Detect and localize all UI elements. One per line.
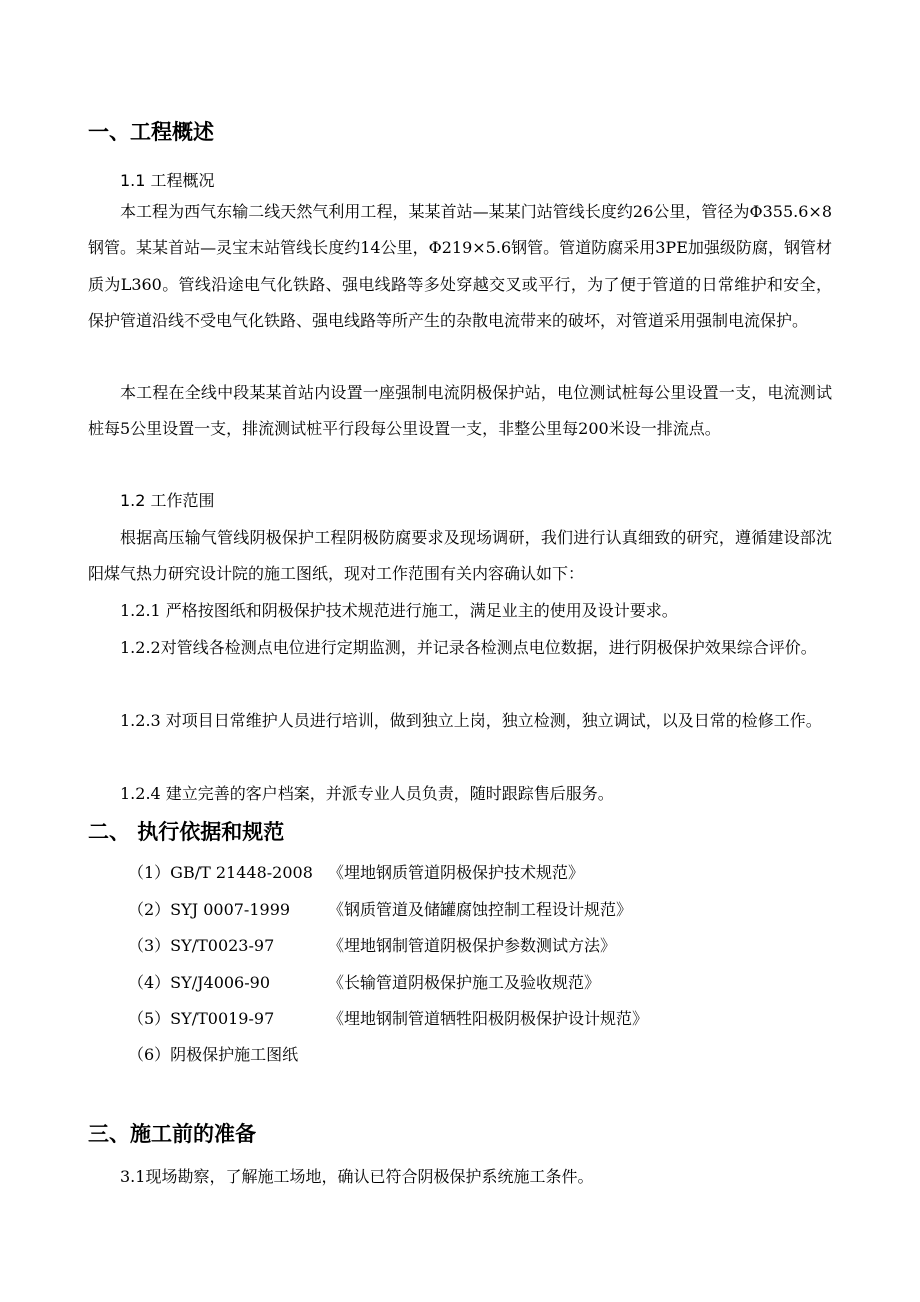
work-scope-item-3: 1.2.3 对项目日常维护人员进行培训，做到独立上岗，独立检测，独立调试，以及日常的检修工作。 [120,711,822,730]
standard-code: （2）SYJ 0007-1999 [128,900,291,919]
standard-title: 《长输管道阴极保护施工及验收规范》 [328,973,601,992]
subsection-1-1-heading: 1.1 工程概况 [120,171,215,190]
standard-code: （3）SY/T0023-97 [128,936,275,955]
standard-code: （1）GB/T 21448-2008 [128,863,313,882]
work-scope-intro-paragraph: 根据高压输气管线阴极保护工程阴极防腐要求及现场调研，我们进行认真细致的研究，遵循建设部沈阳煤气热力研究设计院的施工图纸，现对工作范围有关内容确认如下： [88,528,832,584]
standard-reference-5 [128,1007,648,1031]
standard-reference-4 [128,971,600,995]
standard-title: 《埋地钢质管道阴极保护技术规范》 [328,863,585,882]
subsection-1-2-heading: 1.2 工作范围 [120,491,215,510]
standard-code: （5）SY/T0019-97 [128,1009,275,1028]
standard-code: （4）SY/J4006-90 [128,973,270,992]
work-scope-item-4: 1.2.4 建立完善的客户档案，并派专业人员负责，随时跟踪售后服务。 [120,784,614,803]
standard-title: 《埋地钢制管道牺牲阳极阴极保护设计规范》 [328,1009,649,1028]
preparation-item-1: 3.1现场勘察，了解施工场地，确认已符合阴极保护系统施工条件。 [120,1167,594,1186]
project-overview-paragraph-2: 本工程在全线中段某某首站内设置一座强制电流阴极保护站，电位测试桩每公里设置一支，电流测试桩每5公里设置一支，排流测试桩平行段每公里设置一支，非整公里每200米设一排流点。 [88,383,832,439]
standard-title: 《埋地钢制管道阴极保护参数测试方法》 [328,936,617,955]
work-scope-item-1: 1.2.1 严格按图纸和阴极保护技术规范进行施工，满足业主的使用及设计要求。 [120,601,678,620]
section-2-heading: 二、 执行依据和规范 [88,820,285,844]
project-overview-paragraph-1: 本工程为西气东输二线天然气利用工程，某某首站—某某门站管线长度约26公里，管径为Φ355.6×8钢管。某某首站—灵宝末站管线长度约14公里，Φ219×5.6钢管。管道防腐采用3PE加强级防腐，钢管材质为L360。管线沿途电气化铁路、强电线路等多处穿越交叉或平行，为了便于管道的日常维护和安全，保护管道沿线不受电气化铁路、强电线路等所产生的杂散电流带来的破坏，对管道采用强制电流保护。 [88,202,832,330]
standard-reference-6: （6）阴极保护施工图纸 [128,1045,299,1064]
section-1-heading: 一、工程概述 [88,120,214,144]
section-3-heading: 三、施工前的准备 [88,1122,256,1146]
standard-title: 《钢质管道及储罐腐蚀控制工程设计规范》 [328,900,633,919]
standard-reference-3 [128,934,616,958]
standard-reference-2 [128,898,632,922]
work-scope-item-2: 1.2.2对管线各检测点电位进行定期监测，并记录各检测点电位数据，进行阴极保护效果综合评价。 [120,638,817,657]
standard-reference-1 [128,861,584,885]
